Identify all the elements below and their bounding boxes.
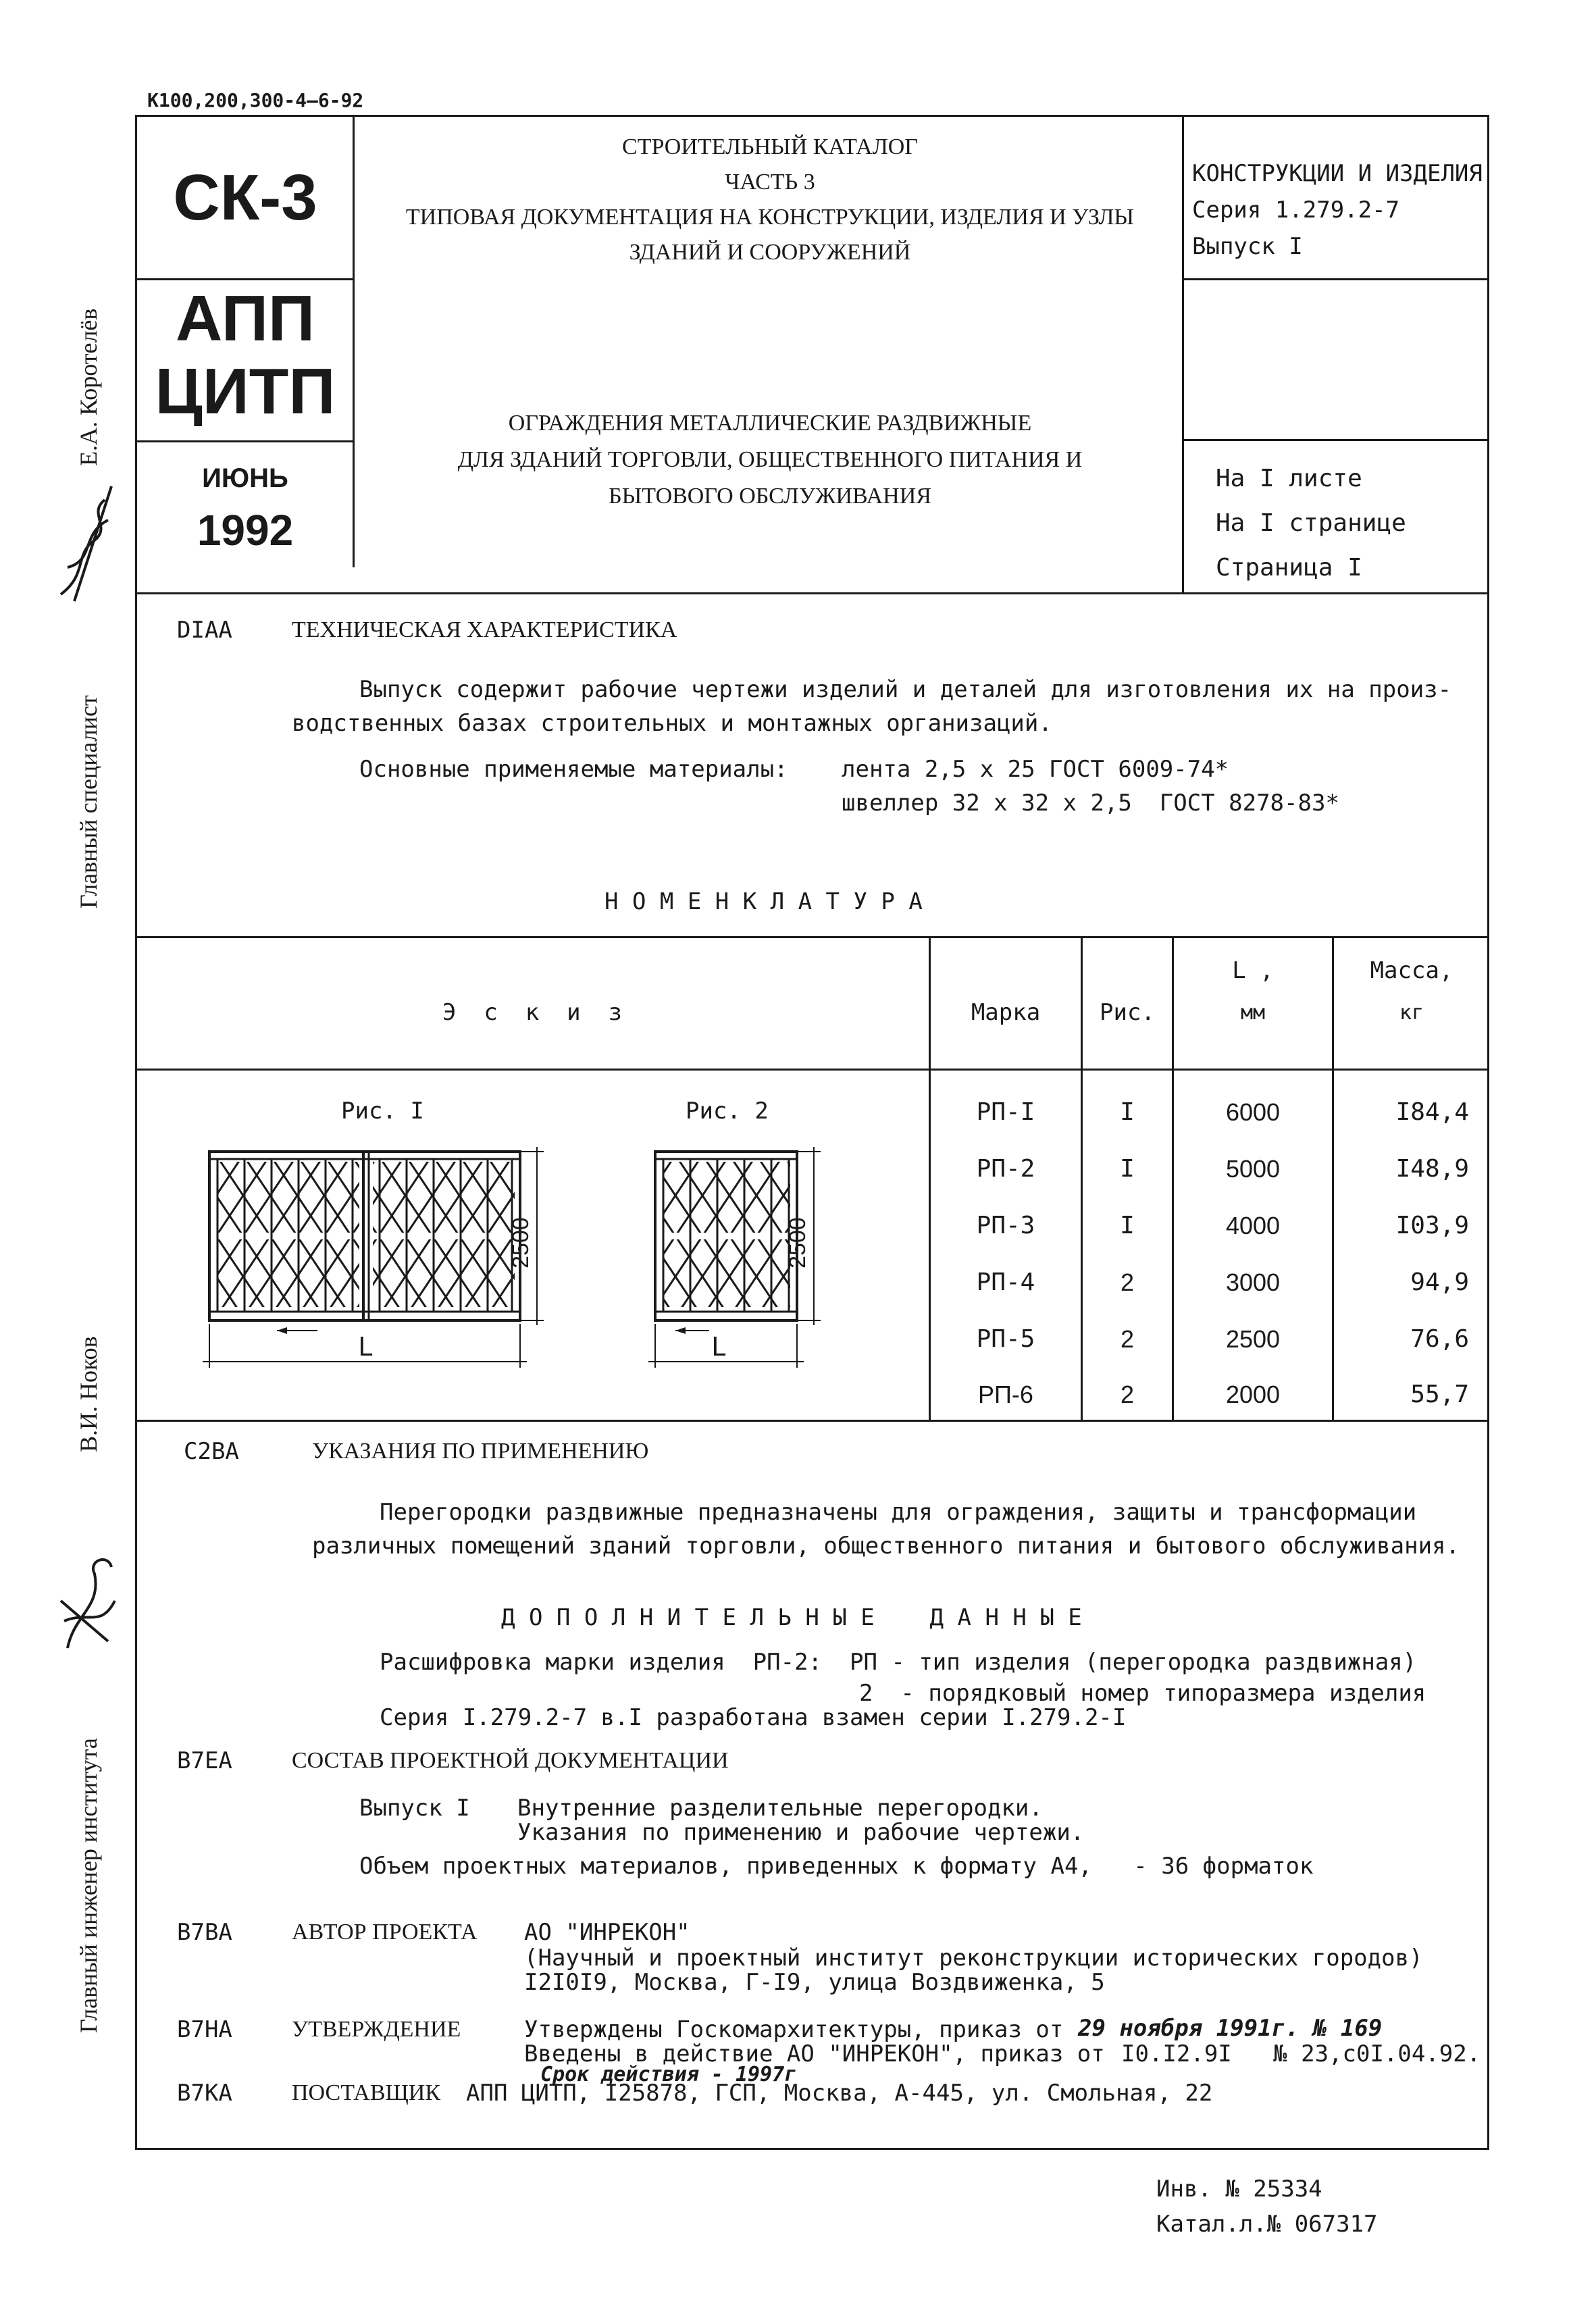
row-mass: 55,7: [1410, 1381, 1469, 1408]
citp-label: ЦИТП: [155, 355, 336, 428]
row-fig: I: [1120, 1098, 1135, 1126]
row-fig: I: [1120, 1212, 1135, 1239]
header-mark: Марка: [971, 999, 1041, 1026]
doc-code: К100,200,300-4—6-92: [147, 89, 364, 111]
issue-line-2: Указания по применению и рабочие чертежи.: [517, 1819, 1085, 1846]
materials-label: Основные применяемые материалы:: [359, 756, 788, 783]
series-line-2: Серия 1.279.2-7: [1192, 197, 1400, 224]
fig2-label: Рис. 2: [686, 1098, 769, 1125]
row-mass: I84,4: [1395, 1098, 1469, 1126]
row-length: 5000: [1225, 1155, 1281, 1183]
app-label: АПП: [175, 282, 315, 355]
supplier-label: ПОСТАВЩИК: [292, 2080, 441, 2105]
sheet-line-2: На I странице: [1216, 509, 1406, 537]
approval-line-2: Введены в действие АО "ИНРЕКОН", приказ от: [524, 2040, 1105, 2067]
header-length: L ,: [1232, 957, 1274, 984]
row-mark: РП-I: [976, 1098, 1035, 1126]
series-line-3: Выпуск I: [1192, 233, 1303, 260]
approval-line-2-hand: I0.I2.9I № 23,с0I.04.92.: [1121, 2040, 1481, 2067]
author-line-1: АО "ИНРЕКОН": [524, 1919, 690, 1946]
sheet-line-3: Страница I: [1216, 554, 1362, 582]
signature-1: [47, 473, 122, 608]
fig2-dim-height: 2500: [785, 1217, 810, 1268]
row-mass: 94,9: [1410, 1268, 1469, 1296]
issue-label: Выпуск I: [359, 1795, 470, 1822]
catalog-line-4: ЗДАНИЙ И СООРУЖЕНИЙ: [629, 240, 911, 265]
approval-line-1: Утверждены Госкомархитектуры, приказ от: [524, 2016, 1064, 2043]
row-fig: 2: [1120, 1325, 1135, 1353]
author-line-2: (Научный и проектный институт реконструкции исторических городов): [524, 1945, 1423, 1972]
signature-2: [47, 1547, 122, 1655]
usage-heading: УКАЗАНИЯ ПО ПРИМЕНЕНИЮ: [312, 1439, 649, 1464]
side-role-2: Главный инженер института: [75, 1738, 102, 2033]
fig2-dim-length: L: [711, 1332, 727, 1362]
row-fig: 2: [1120, 1268, 1135, 1296]
usage-line-2: различных помещений зданий торговли, общественного питания и бытового обслуживания.: [312, 1533, 1460, 1560]
nomenclature-title: Н О М Е Н К Л А Т У Р А: [604, 888, 923, 915]
extra-title: Д О П О Л Н И Т Е Л Ь Н Ы Е Д А Н Н Ы Е: [501, 1604, 1082, 1631]
row-length: 3000: [1225, 1268, 1281, 1296]
row-length: 2500: [1225, 1325, 1281, 1353]
title-line-1: ОГРАЖДЕНИЯ МЕТАЛЛИЧЕСКИЕ РАЗДВИЖНЫЕ: [508, 411, 1032, 436]
title-line-3: БЫТОВОГО ОБСЛУЖИВАНИЯ: [609, 484, 931, 509]
row-mark: РП-2: [976, 1155, 1035, 1183]
material-2: швеллер 32 х 32 х 2,5 ГОСТ 8278-83*: [842, 790, 1339, 817]
title-line-2: ДЛЯ ЗДАНИЙ ТОРГОВЛИ, ОБЩЕСТВЕННОГО ПИТАНИЯ И: [457, 447, 1083, 472]
row-mark: РП-6: [978, 1381, 1033, 1408]
fig1-label: Рис. I: [341, 1098, 424, 1125]
tech-heading: ТЕХНИЧЕСКАЯ ХАРАКТЕРИСТИКА: [292, 617, 677, 642]
inventory-number: Инв. № 25334: [1156, 2176, 1322, 2203]
series-line-1: КОНСТРУКЦИИ И ИЗДЕЛИЯ: [1192, 160, 1483, 187]
series-block: [1192, 155, 1483, 265]
month-label: ИЮНЬ: [202, 463, 288, 493]
fig1-dim-length: L: [358, 1332, 374, 1362]
row-mark: РП-4: [976, 1268, 1035, 1296]
header-fig: Рис.: [1100, 999, 1155, 1026]
document-title: [365, 405, 1175, 515]
year-label: 1992: [197, 506, 294, 555]
usage-line-1: Перегородки раздвижные предназначены для ограждения, защиты и трансформации: [380, 1499, 1417, 1526]
fig1-dim-height: 2500: [508, 1217, 534, 1268]
header-sketch: Э с к и з: [442, 999, 623, 1026]
author-label: АВТОР ПРОЕКТА: [292, 1920, 478, 1945]
material-1: лента 2,5 х 25 ГОСТ 6009-74*: [842, 756, 1229, 783]
approval-line-1-hand: 29 ноября 1991г. № 169: [1078, 2015, 1383, 2042]
composition-heading: СОСТАВ ПРОЕКТНОЙ ДОКУМЕНТАЦИИ: [292, 1748, 729, 1773]
decode-line-1: Расшифровка марки изделия РП-2: РП - тип изделия (перегородка раздвижная): [380, 1649, 1417, 1676]
row-length: 6000: [1225, 1098, 1281, 1126]
side-role-1: Главный специалист: [75, 695, 102, 908]
sheet-block: [1216, 457, 1486, 590]
usage-code: C2BA: [184, 1438, 239, 1465]
author-line-3: I2I0I9, Москва, Г-I9, улица Воздвиженка, 5: [524, 1969, 1105, 1996]
supplier-line-1: АПП ЦИТП, I25878, ГСП, Москва, А-445, ул. Смольная, 22: [466, 2080, 1213, 2107]
side-name-2: В.И. Ноков: [75, 1336, 102, 1452]
author-code: B7BA: [177, 1919, 232, 1946]
volume-line: Объем проектных материалов, приведенных к формату А4, - 36 форматок: [359, 1853, 1314, 1880]
approval-line-3-hand: Срок действия - 1997г: [540, 2063, 797, 2086]
approval-label: УТВЕРЖДЕНИЕ: [292, 2017, 461, 2042]
ck-label: СК-3: [173, 161, 317, 234]
row-fig: I: [1120, 1155, 1135, 1183]
row-mass: I48,9: [1395, 1155, 1469, 1183]
tech-code: DIAA: [177, 617, 232, 644]
decode-line-2: 2 - порядковый номер типоразмера изделия: [859, 1680, 1426, 1707]
tech-para-2: водственных базах строительных и монтажных организаций.: [292, 710, 1052, 737]
series-replace-line: Серия I.279.2-7 в.I разработана взамен серии I.279.2-I: [380, 1704, 1127, 1731]
catalog-line-1: СТРОИТЕЛЬНЫЙ КАТАЛОГ: [622, 134, 918, 159]
row-mark: РП-5: [976, 1325, 1035, 1353]
header-length-unit: мм: [1240, 1001, 1266, 1025]
sheet-line-1: На I листе: [1216, 465, 1362, 492]
catalog-line-3: ТИПОВАЯ ДОКУМЕНТАЦИЯ НА КОНСТРУКЦИИ, ИЗДЕЛИЯ И УЗЛЫ: [405, 205, 1135, 230]
row-fig: 2: [1120, 1381, 1135, 1408]
header-mass-unit: кг: [1399, 1001, 1424, 1025]
row-mark: РП-3: [976, 1212, 1035, 1239]
issue-line-1: Внутренние разделительные перегородки.: [517, 1795, 1043, 1822]
side-name-1: Е.А. Коротелёв: [75, 308, 102, 466]
supplier-code: B7KA: [177, 2080, 232, 2107]
row-mass: I03,9: [1395, 1212, 1469, 1239]
composition-code: B7EA: [177, 1747, 232, 1774]
catalog-line-2: ЧАСТЬ 3: [725, 170, 815, 195]
row-length: 4000: [1225, 1212, 1281, 1239]
catalog-number: Катал.л.№ 067317: [1156, 2211, 1378, 2238]
row-length: 2000: [1225, 1381, 1281, 1408]
sketch-drawing: [176, 1135, 851, 1405]
header-mass: Масса,: [1370, 957, 1453, 984]
catalog-block: [365, 130, 1175, 270]
tech-para-1: Выпуск содержит рабочие чертежи изделий и деталей для изготовления их на произ-: [359, 676, 1452, 703]
approval-code: B7HA: [177, 2016, 232, 2043]
row-mass: 76,6: [1410, 1325, 1469, 1353]
